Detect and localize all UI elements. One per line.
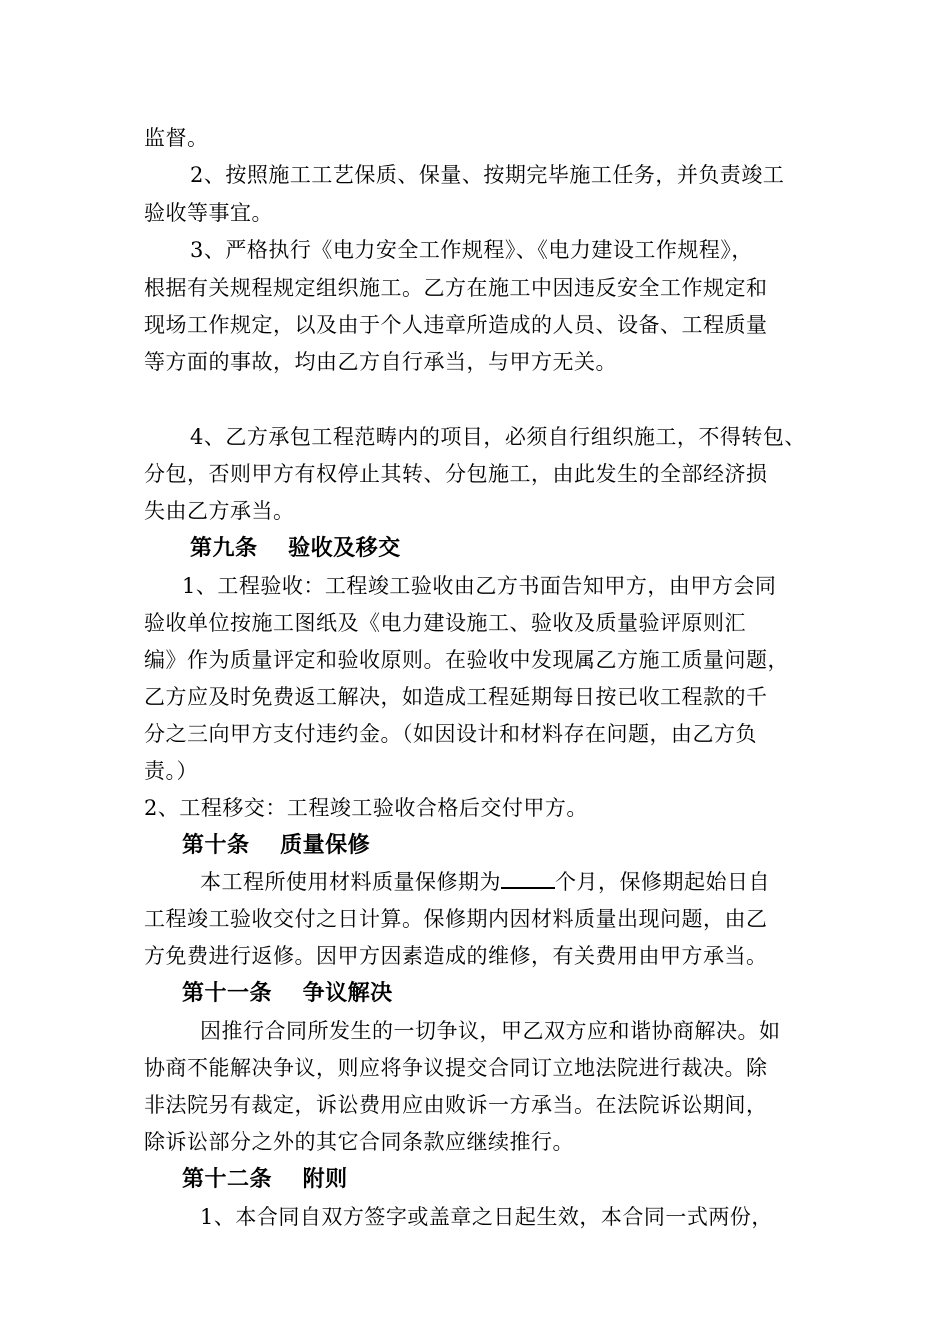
text-line: 2、按照施工工艺保质、保量、按期完毕施工任务，并负责竣工 <box>190 163 785 187</box>
article-12-heading: 第十二条 附则 <box>182 1166 348 1192</box>
text-line: 现场工作规定，以及由于个人违章所造成的人员、设备、工程质量 <box>144 313 768 337</box>
text-line: 根据有关规程规定组织施工。乙方在施工中因违反安全工作规定和 <box>144 276 768 300</box>
text-line: 责。） <box>144 759 198 783</box>
text-line: 4、乙方承包工程范畴内的项目，必须自行组织施工，不得转包、 <box>190 425 806 449</box>
text-line: 验收等事宜。 <box>144 201 273 225</box>
text-line: 乙方应及时免费返工解决，如造成工程延期每日按已收工程款的千 <box>144 685 768 709</box>
text-segment: 个月，保修期起始日自 <box>555 870 770 894</box>
text-line: 2、工程移交：工程竣工验收合格后交付甲方。 <box>144 796 588 820</box>
article-10-heading: 第十条 质量保修 <box>182 832 371 858</box>
text-line: 失由乙方承当。 <box>144 499 295 523</box>
text-line: 分包，否则甲方有权停止其转、分包施工，由此发生的全部经济损 <box>144 462 768 486</box>
text-line: 等方面的事故，均由乙方自行承当，与甲方无关。 <box>144 350 617 374</box>
text-line: 监督。 <box>144 126 209 150</box>
text-line: 验收单位按施工图纸及《电力建设施工、验收及质量验评原则汇 <box>144 611 746 635</box>
text-line: 非法院另有裁定，诉讼费用应由败诉一方承当。在法院诉讼期间， <box>144 1093 768 1117</box>
text-line: 方免费进行返修。因甲方因素造成的维修，有关费用由甲方承当。 <box>144 944 768 968</box>
text-line: 编》作为质量评定和验收原则。在验收中发现属乙方施工质量问题， <box>144 648 789 672</box>
text-line: 工程竣工验收交付之日计算。保修期内因材料质量出现问题，由乙 <box>144 907 768 931</box>
article-9-heading: 第九条 验收及移交 <box>190 535 401 561</box>
text-line: 分之三向甲方支付违约金。（如因设计和材料存在问题，由乙方负 <box>144 722 757 746</box>
text-line: 1、工程验收：工程竣工验收由乙方书面告知甲方，由甲方会同 <box>182 574 777 598</box>
fill-in-blank <box>501 869 555 889</box>
article-11-heading: 第十一条 争议解决 <box>182 980 393 1006</box>
text-line: 1、本合同自双方签字或盖章之日起生效，本合同一式两份， <box>200 1205 773 1229</box>
text-line: 除诉讼部分之外的其它合同条款应继续推行。 <box>144 1130 574 1154</box>
text-segment: 本工程所使用材料质量保修期为 <box>200 870 501 894</box>
text-line: 因推行合同所发生的一切争议，甲乙双方应和谐协商解决。如 <box>200 1019 781 1043</box>
text-line: 3、严格执行《电力安全工作规程》、《电力建设工作规程》， <box>190 238 753 262</box>
text-line: 协商不能解决争议，则应将争议提交合同订立地法院进行裁决。除 <box>144 1056 768 1080</box>
text-line <box>200 869 770 895</box>
